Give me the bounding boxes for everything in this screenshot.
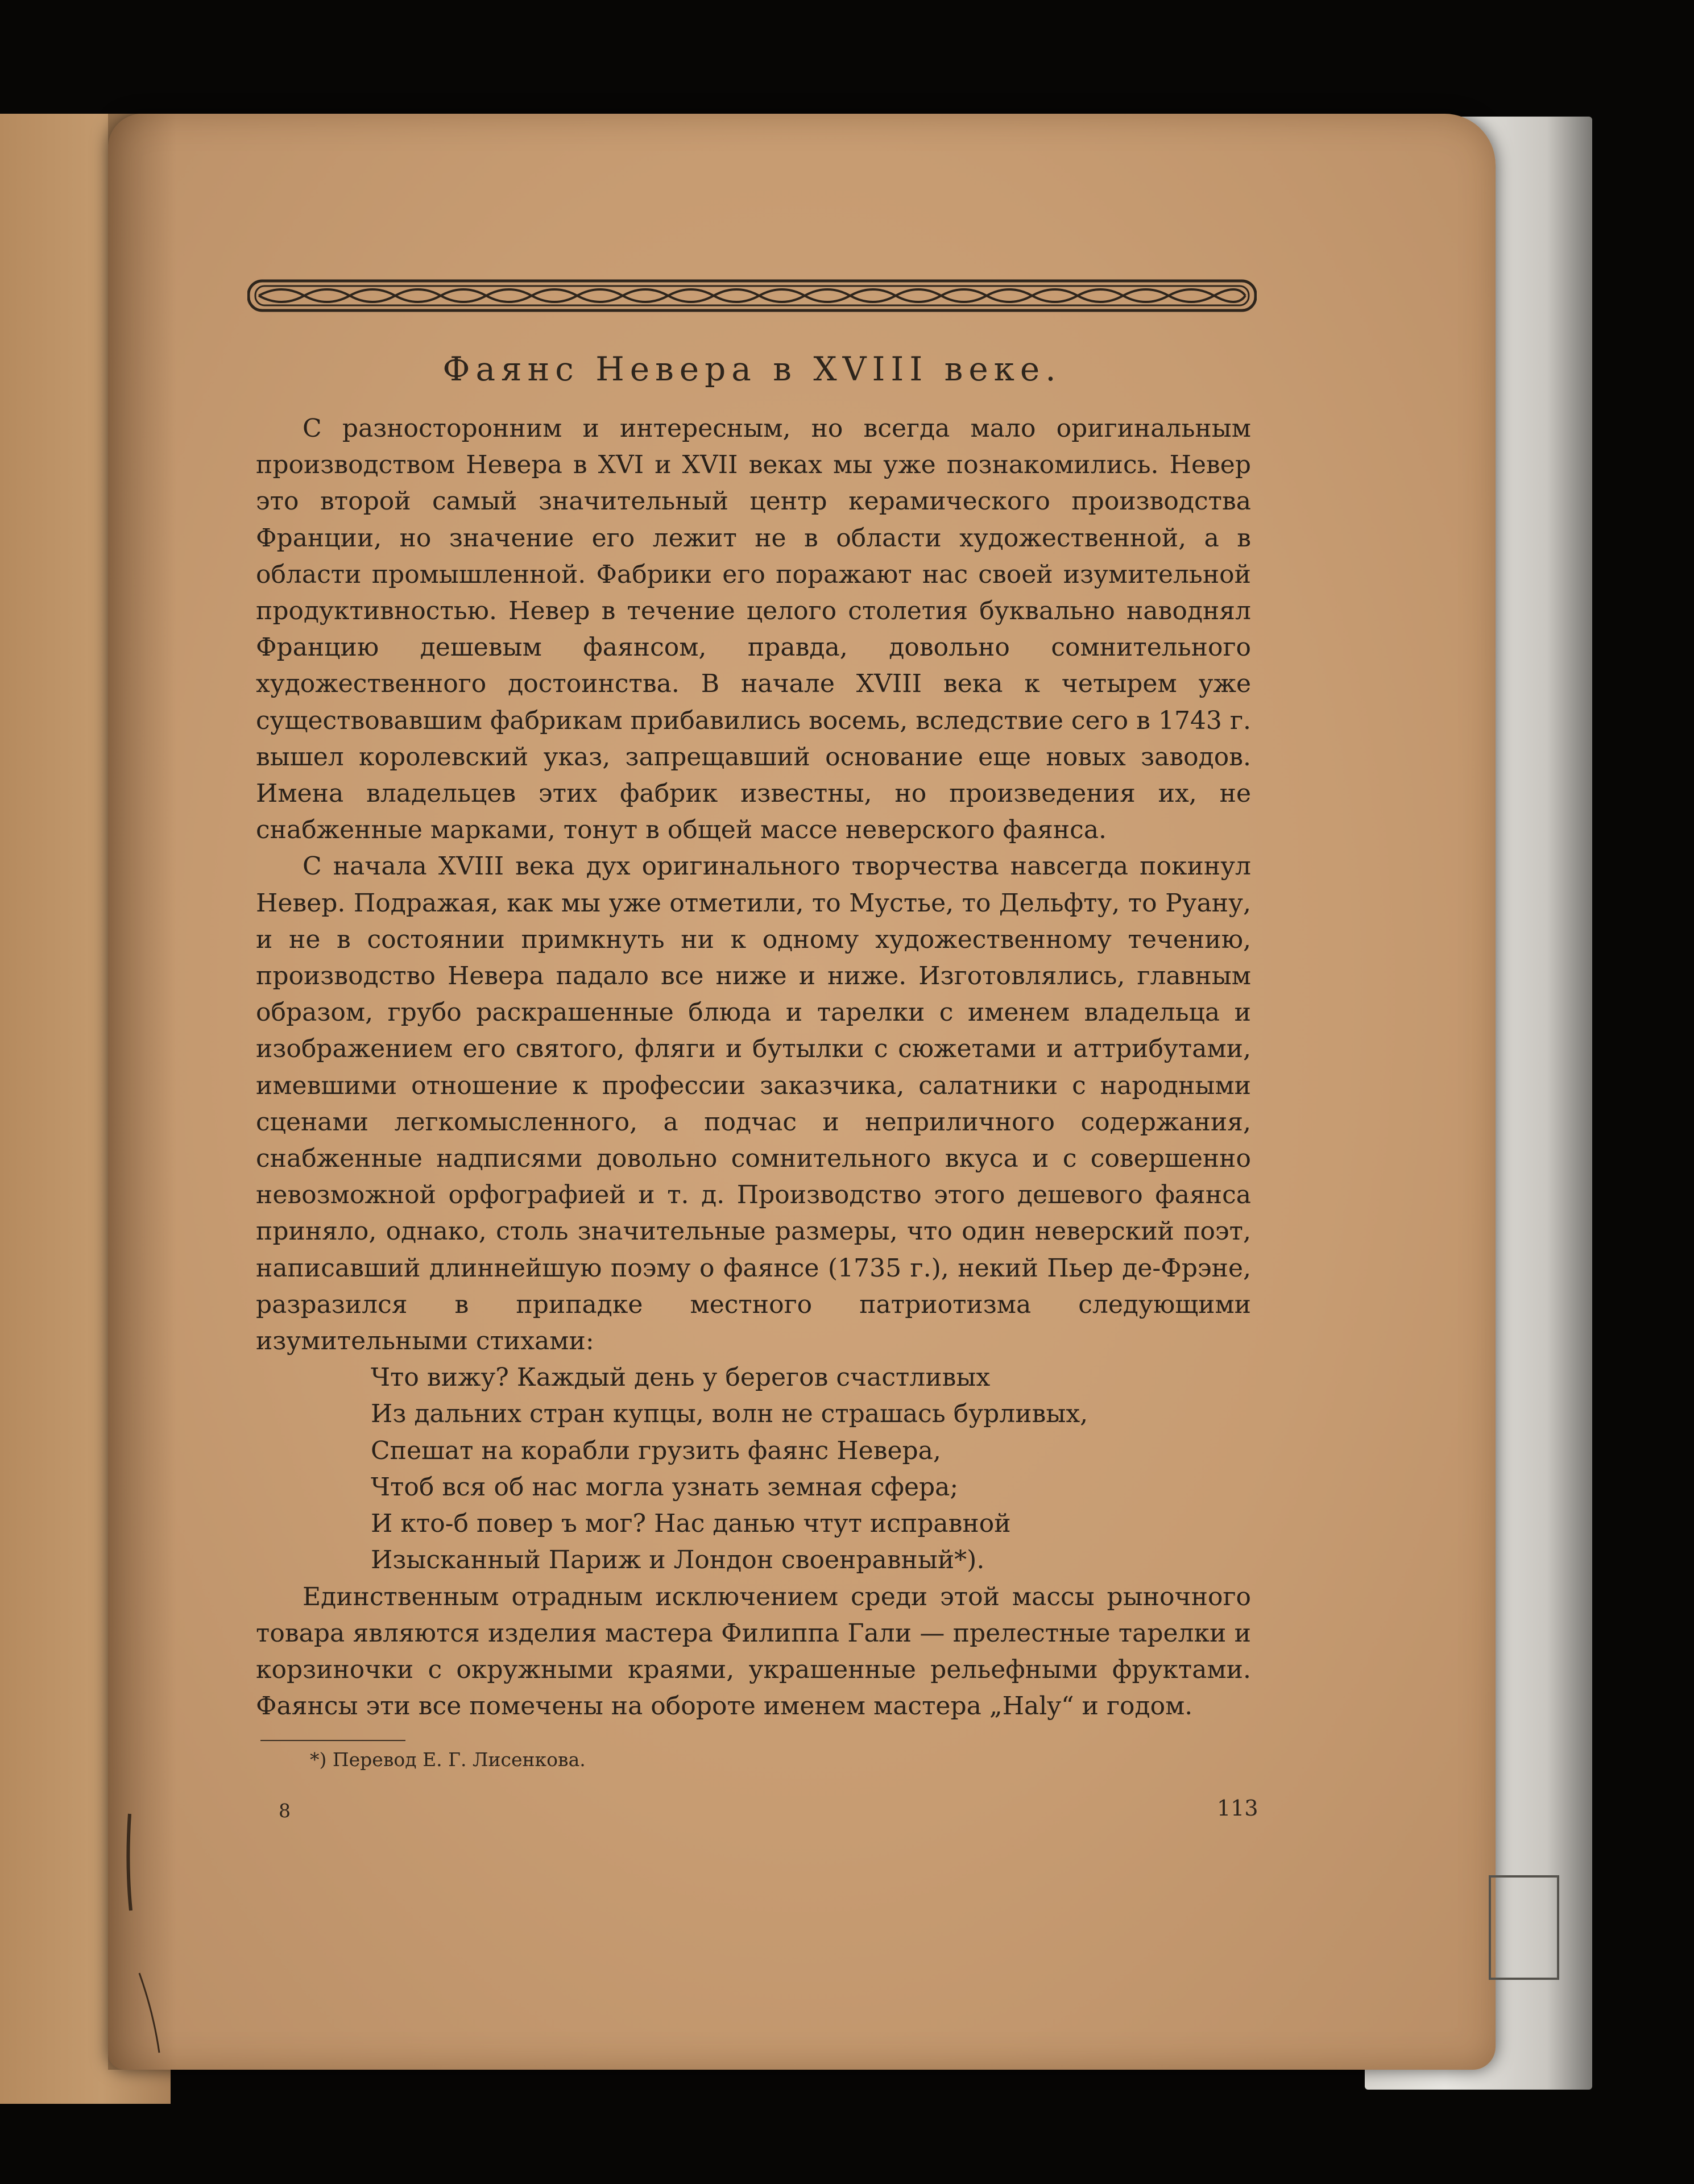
signature-mark: 8 xyxy=(279,1800,291,1822)
page-number: 113 xyxy=(1217,1796,1258,1821)
poem-line: Из дальних стран купцы, волн не страшась бурливых, xyxy=(371,1399,1088,1429)
poem-line: Спешат на корабли грузить фаянс Невера, xyxy=(371,1436,941,1465)
poem-line: Что вижу? Каждый день у берегов счастливых xyxy=(371,1363,991,1393)
chapter-title: Фаянс Невера в XVIII веке. xyxy=(442,350,1062,388)
poem-line: Изысканный Париж и Лондон своенравный*). xyxy=(371,1545,985,1575)
poem-line: Чтоб вся об нас могла узнать земная сфера; xyxy=(371,1472,959,1502)
paragraph-3: Единственным отрадным исключением среди этой массы рыночного товара являются изделия мастера Филиппа Гали — прелестные тарелки и корзиночки с окружными краями, украшенные рельефными фруктами. Фаянсы эти все помечены на обороте именем мастера „Haly“ и годом. xyxy=(256,1582,1251,1721)
paragraph-1: С разносторонним и интересным, но всегда мало оригинальным производством Невера в XVI и XVII веках мы уже познакомились. Невер это второй самый значительный центр керамического производства Франции, но значение его лежит не в области художественной, а в области промышленной. Фабрики его поражают нас своей изумительной продуктивностью. Невер в течение целого столетия буквально наводнял Францию дешевым фаянсом, правда, довольно сомнительного художественного достоинства. В начале XVIII века к четырем уже существовавшим фабрикам прибавились восемь, вследствие сего в 1743 г. вышел королевский указ, запрещавший основание еще новых заводов. Имена владельцев этих фабрик известны, но произведения их, не снабженные марками, тонут в общей массе неверского фаянса. xyxy=(256,414,1251,845)
paragraph-2: С начала XVIII века дух оригинального творчества навсегда покинул Невер. Подражая, как мы уже отметили, то Мустье, то Дельфту, то Руану, и не в состоянии примкнуть ни к одному художественному течению, производство Невера падало все ниже и ниже. Изготовлялись, главным образом, грубо раскрашенные блюда и тарелки с именем владельца и изображением его святого, фляги и бутылки с сюжетами и аттрибутами, имевшими отношение к профессии заказчика, салатники с народными сценами легкомысленного, а подчас и неприличного содержания, снабженные надписями довольно сомнительного вкуса и с совершенно невозможной орфографией и т. д. Производство этого дешевого фаянса приняло, однако, столь значительные размеры, что один неверский поэт, написавший длиннейшую поэму о фаянсе (1735 г.), некий Пьер де-Фрэне, разразился в припадке местного патриотизма следующими изумительными стихами: xyxy=(256,852,1251,1356)
footnote: *) Перевод Е. Г. Лисенкова. xyxy=(310,1748,586,1771)
poem-line: И кто-б повер ъ мог? Нас данью чтут исправной xyxy=(371,1509,1011,1539)
